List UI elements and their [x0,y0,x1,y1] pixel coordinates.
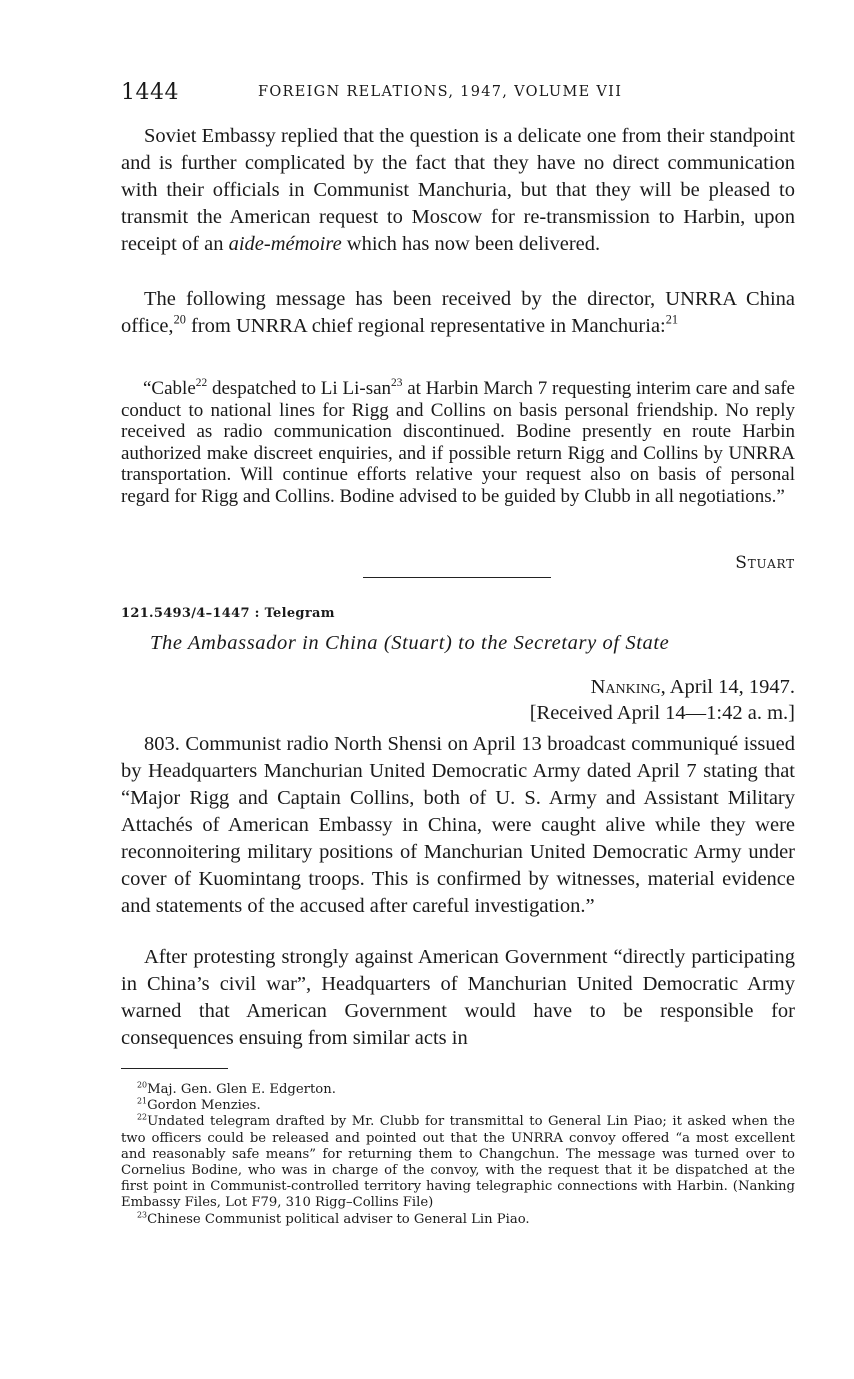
place: Nanking [590,676,661,698]
document-title: The Ambassador in China (Stuart) to the Secretary of State [150,632,670,654]
footnote-21: $^{21}$Gordon Menzies. [137,1096,261,1114]
footnote-22: $^{22}$Undated telegram drafted by Mr. Clubb for transmittal to General Lin Piao; it asked when the two officers could be released and pointed out that the UNRRA convoy offered “a most excellent and reasonably safe means” for returning them to Changchun. The message was turned over to Cornelius Bodine, who was in charge of the convoy, with the request that it be dispatched at the first point in Communist-controlled territory having telegraphic connections with Harbin. (Nanking Embassy Files, Lot F79, 310 Rigg–Collins File) [121,1112,795,1211]
page-number: 1444 [121,80,179,105]
footnote-ref: 22 [195,377,208,390]
footnote-ref: 23 [391,377,403,390]
footnote-23: $^{23}$Chinese Communist political adviser to General Lin Piao. [137,1210,530,1227]
file-reference: 121.5493/4–1447 : Telegram [121,606,335,621]
section-divider [363,577,551,578]
paragraph-soviet-embassy: Soviet Embassy replied that the question is a delicate one from their standpoint and is further complicated by the fact that they have no direct communication with their officials in Communist Manchuria, but that they will be pleased to transmit the American request to Moscow for re-transmission to Harbin, upon receipt of an aide-mémoire which has now been delivered. [121,125,795,255]
dateline: Nanking, April 14, 1947. [590,676,795,698]
italic-term: aide-mémoire [228,233,342,255]
paragraph-protest: After protesting strongly against American Government “directly participating in China’s civil war”, Headquarters of Manchurian United Democratic Army warned that American Government would have to be responsible for consequences ensuing from similar acts in [121,946,795,1049]
footnote-ref: 20 [173,312,186,327]
footnote-20: $^{20}$Maj. Gen. Glen E. Edgerton. [137,1080,336,1097]
footnote-divider [121,1068,228,1069]
received-line: [Received April 14—1:42 a. m.] [529,702,795,724]
paragraph-unrra-message: The following message has been received by the director, UNRRA China office,$^{20}$ from UNRRA chief regional representative in Manchuria:$^{21}$ [121,288,795,337]
footnote-ref: 21 [665,312,679,327]
running-head: FOREIGN RELATIONS, 1947, VOLUME VII [258,84,623,100]
quoted-cable: “Cable$^{22}$ despatched to Li Li-san$^{23}$ at Harbin March 7 requesting interim care and safe conduct to national lines for Rigg and Collins on basis personal friendship. No reply received as radio communication discontinued. Bodine presently en route Harbin authorized make discreet enquiries, and if possible return Rigg and Collins by UNRRA transportation. Will continue efforts relative your request also on basis of personal regard for Rigg and Collins. Bodine advised to be guided by Clubb in all negotiations.” [121,377,795,507]
signature: Stuart [735,553,795,573]
page-header [121,80,795,110]
footnotes [121,1082,795,1228]
paragraph-803: 803. Communist radio North Shensi on April 13 broadcast communiqué issued by Headquarters Manchurian United Democratic Army dated April 7 stating that “Major Rigg and Captain Collins, both of U. S. Army and Assistant Military Attachés of American Embassy in China, were caught alive while they were reconnoitering military positions of Manchurian United Democratic Army under cover of Kuomintang troops. This is confirmed by witnesses, material evidence and statements of the accused after careful investigation.” [121,733,795,917]
